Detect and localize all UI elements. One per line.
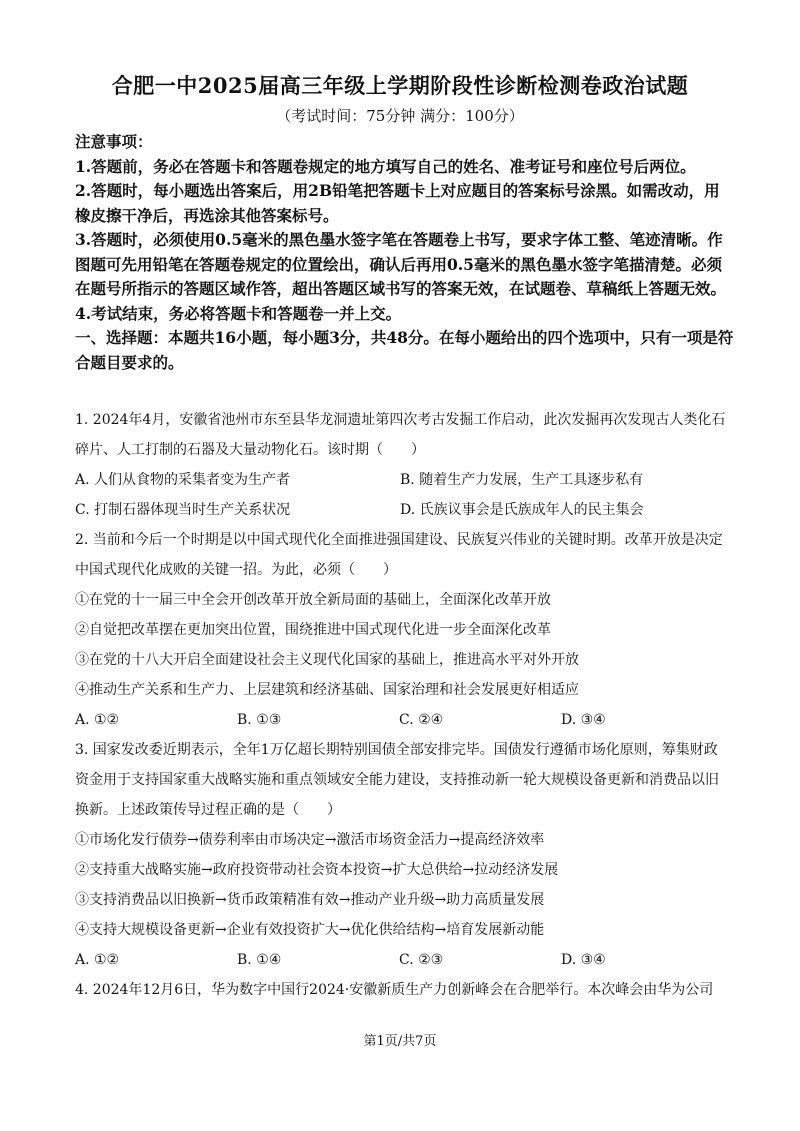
statement-3: ③支持消费品以旧换新→货币政策精准有效→推动产业升级→助力高质量发展	[75, 892, 545, 908]
statement-2: ②自觉把改革摆在更加突出位置，围绕推进中国式现代化进一步全面深化改革	[75, 622, 551, 638]
statement-3: ③在党的十八大开启全面建设社会主义现代化国家的基础上，推进高水平对外开放	[75, 652, 579, 668]
option-a: A. ①②	[75, 712, 120, 728]
notice-item-4: 4.考试结束，务必将答题卡和答题卷一并上交。	[75, 303, 402, 323]
option-b: B. ①④	[237, 952, 282, 968]
statement-4: ④推动生产关系和生产力、上层建筑和经济基础、国家治理和社会发展更好相适应	[75, 682, 579, 698]
page-title: 合肥一中2025届高三年级上学期阶段性诊断检测卷政治试题	[111, 73, 689, 98]
questions	[75, 405, 730, 1005]
option-c: C. ②④	[399, 712, 444, 728]
statement-4: ④支持大规模设备更新→企业有效投资扩大→优化供给结构→培育发展新动能	[75, 922, 545, 938]
option-a: A. 人们从食物的采集者变为生产者	[75, 472, 291, 488]
option-d: D. ③④	[561, 952, 606, 968]
question-3	[75, 735, 730, 975]
question-stem: 4. 2024年12月6日，华为数字中国行2024·安徽新质生产力创新峰会在合肥举行。本次峰会由华为公司	[75, 982, 714, 998]
section-heading: 一、选择题：本题共16小题，每小题3分，共48分。在每小题给出的四个选项中，只有一项是符合题目要求的。	[75, 328, 734, 372]
option-row	[75, 945, 730, 975]
question-2	[75, 525, 730, 735]
question-stem: 2. 当前和今后一个时期是以中国式现代化全面推进强国建设、民族复兴伟业的关键时期。改革开放是决定中国式现代化成败的关键一招。为此，必须（ ）	[75, 532, 723, 578]
exam-info: （考试时间：75分钟 满分：100分）	[276, 107, 524, 125]
notice-block	[75, 130, 735, 375]
notice-item-1: 1.答题前，务必在答题卡和答题卷规定的地方填写自己的姓名、准考证号和座位号后两位。	[75, 156, 696, 176]
option-c: C. ②③	[399, 952, 444, 968]
option-d: D. ③④	[561, 712, 606, 728]
option-d: D. 氏族议事会是氏族成年人的民主集会	[400, 502, 644, 518]
question-1	[75, 405, 730, 525]
option-b: B. 随着生产力发展，生产工具逐步私有	[400, 472, 644, 488]
option-a: A. ①②	[75, 952, 120, 968]
notice-item-2: 2.答题时，每小题选出答案后，用2B铅笔把答题卡上对应题目的答案标号涂黑。如需改动，用橡皮擦干净后，再选涂其他答案标号。	[75, 181, 720, 225]
page-number: 第1页/共7页	[363, 1034, 437, 1049]
option-row	[75, 465, 730, 495]
statement-1: ①市场化发行债券→债券利率由市场决定→激活市场资金活力→提高经济效率	[75, 832, 545, 848]
notice-heading: 注意事项：	[75, 132, 153, 151]
option-row	[75, 705, 730, 735]
question-stem: 1. 2024年4月，安徽省池州市东至县华龙洞遗址第四次考古发掘工作启动，此次发掘再次发现古人类化石碎片、人工打制的石器及大量动物化石。该时期（ ）	[75, 412, 726, 458]
statement-2: ②支持重大战略实施→政府投资带动社会资本投资→扩大总供给→拉动经济发展	[75, 862, 559, 878]
question-stem: 3. 国家发改委近期表示，全年1万亿超长期特别国债全部安排完毕。国债发行遵循市场化原则，筹集财政资金用于支持国家重大战略实施和重点领域安全能力建设，支持推动新一轮大规模设备更新和消费品以旧换新。上述政策传导过程正确的是（ ）	[75, 742, 719, 818]
question-4	[75, 975, 730, 1005]
statement-1: ①在党的十一届三中全会开创改革开放全新局面的基础上，全面深化改革开放	[75, 592, 551, 608]
option-row	[75, 495, 730, 525]
option-b: B. ①③	[237, 712, 282, 728]
notice-item-3: 3.答题时，必须使用0.5毫米的黑色墨水签字笔在答题卷上书写，要求字体工整、笔迹清晰。作图题可先用铅笔在答题卷规定的位置绘出，确认后再用0.5毫米的黑色墨水签字笔描清楚。必须在题号所指示的答题区域作答，超出答题区域书写的答案无效，在试题卷、草稿纸上答题无效。	[75, 230, 727, 298]
option-c: C. 打制石器体现当时生产关系状况	[75, 502, 291, 518]
